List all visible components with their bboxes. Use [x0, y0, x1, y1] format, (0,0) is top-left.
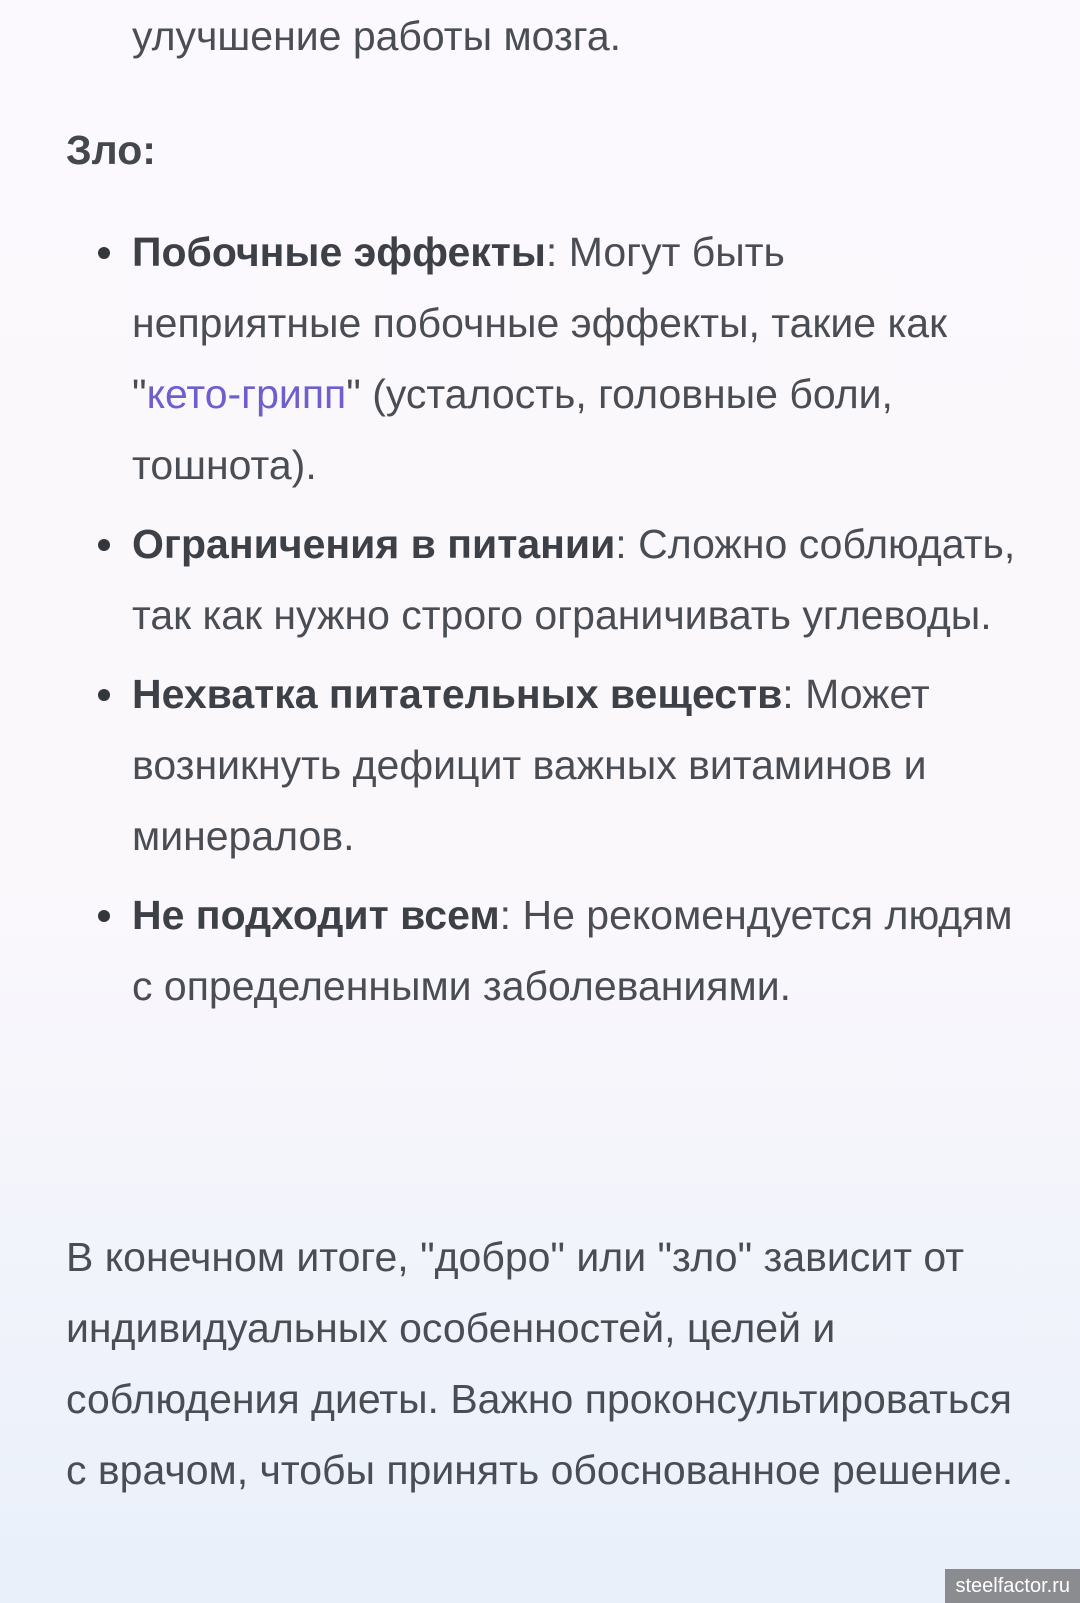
list-item-text: Не рекомендуется людям с определенными заболеваниями.	[132, 892, 1013, 1009]
keto-flu-link[interactable]: кето-грипп	[146, 371, 347, 417]
cons-heading: Зло:	[66, 127, 156, 173]
list-item-term: Нехватка питательных веществ	[132, 671, 783, 717]
previous-item-tail: улучшение работы мозга.	[132, 13, 622, 59]
list-item-side-effects	[0, 217, 1080, 501]
list-item-text: Могут быть неприятные побочные эффекты, такие как "	[132, 229, 948, 417]
conclusion-paragraph: В конечном итоге, "добро" или "зло" зависит от индивидуальных особенностей, целей и соблюдения диеты. Важно проконсультироваться с врачом, чтобы принять обоснованное решение.	[66, 1234, 1014, 1493]
list-item-term: Побочные эффекты	[132, 229, 546, 275]
list-item-not-for-everyone	[0, 880, 1080, 1022]
watermark-label: steelfactor.ru	[945, 1569, 1080, 1603]
list-item-separator: :	[615, 521, 627, 567]
list-item-term: Не подходит всем	[132, 892, 500, 938]
list-item-nutrient-deficiency	[0, 659, 1080, 872]
bullet-dot-icon	[98, 689, 110, 701]
list-item-text: Сложно соблюдать, так как нужно строго ограничивать углеводы.	[132, 521, 1016, 638]
list-item-text: Может возникнуть дефицит важных витаминов и минералов.	[132, 671, 930, 859]
list-item-diet-restrictions	[0, 509, 1080, 651]
bullet-dot-icon	[98, 539, 110, 551]
list-item-separator: :	[782, 671, 794, 717]
list-item-text-after: " (усталость, головные боли, тошнота).	[132, 371, 893, 488]
cons-list	[0, 217, 1080, 1030]
bullet-dot-icon	[98, 247, 110, 259]
list-item-term: Ограничения в питании	[132, 521, 616, 567]
list-item-separator: :	[545, 229, 558, 275]
bullet-dot-icon	[98, 910, 110, 922]
list-item-separator: :	[499, 892, 512, 938]
